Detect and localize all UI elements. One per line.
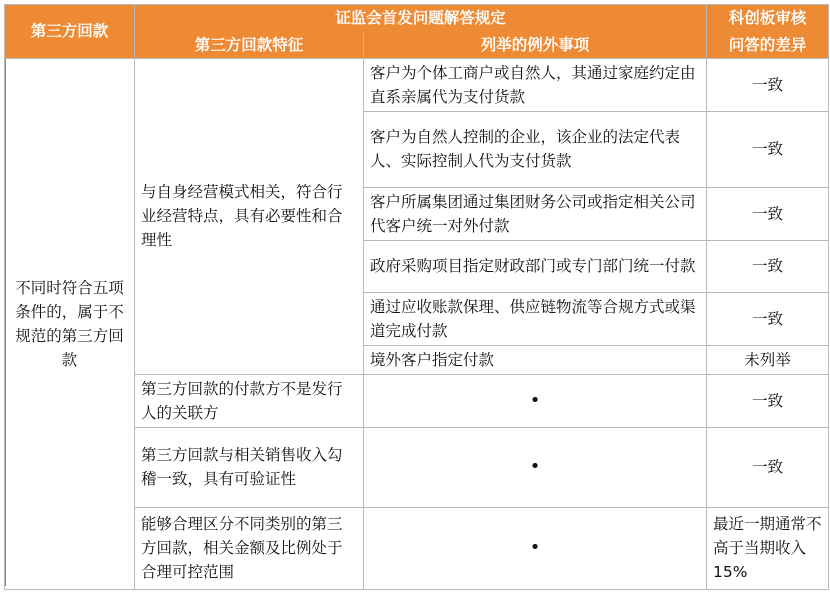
diff-cell: 一致 xyxy=(707,58,829,111)
header-third-party-payment: 第三方回款 xyxy=(5,5,135,59)
feature-cell: 第三方回款与相关销售收入勾稽一致，具有可验证性 xyxy=(135,427,364,507)
feature-cell: 能够合理区分不同类别的第三方回款，相关金额及比例处于合理可控范围 xyxy=(135,507,364,589)
diff-cell: 一致 xyxy=(707,187,829,240)
header-diff-line1: 科创板审核 xyxy=(707,5,829,32)
header-diff-line2: 问答的差异 xyxy=(707,32,829,59)
header-row-top xyxy=(5,5,829,32)
diff-cell: 最近一期通常不高于当期收入15% xyxy=(707,507,829,589)
exception-cell: 通过应收账款保理、供应链物流等合规方式或渠道完成付款 xyxy=(364,292,707,345)
exception-cell: 政府采购项目指定财政部门或专门部门统一付款 xyxy=(364,240,707,292)
header-exceptions: 列举的例外事项 xyxy=(364,32,707,59)
comparison-table xyxy=(4,4,829,590)
diff-cell: 一致 xyxy=(707,240,829,292)
diff-cell: 一致 xyxy=(707,111,829,187)
bullet-cell: • xyxy=(364,427,707,507)
header-features: 第三方回款特征 xyxy=(135,32,364,59)
table-row xyxy=(5,58,829,111)
condition-cell: 不同时符合五项条件的，属于不规范的第三方回款 xyxy=(5,58,135,589)
exception-cell: 客户所属集团通过集团财务公司或指定相关公司代客户统一对外付款 xyxy=(364,187,707,240)
diff-cell: 一致 xyxy=(707,427,829,507)
diff-cell: 一致 xyxy=(707,292,829,345)
bullet-cell: • xyxy=(364,507,707,589)
bullet-cell: • xyxy=(364,374,707,427)
feature-cell: 第三方回款的付款方不是发行人的关联方 xyxy=(135,374,364,427)
header-csrc-rules: 证监会首发问题解答规定 xyxy=(135,5,707,32)
exception-cell: 境外客户指定付款 xyxy=(364,345,707,374)
diff-cell: 一致 xyxy=(707,374,829,427)
exception-cell: 客户为个体工商户或自然人，其通过家庭约定由直系亲属代为支付货款 xyxy=(364,58,707,111)
exception-cell: 客户为自然人控制的企业，该企业的法定代表人、实际控制人代为支付货款 xyxy=(364,111,707,187)
diff-cell: 未列举 xyxy=(707,345,829,374)
feature-business-model: 与自身经营模式相关，符合行业经营特点，具有必要性和合理性 xyxy=(135,58,364,374)
